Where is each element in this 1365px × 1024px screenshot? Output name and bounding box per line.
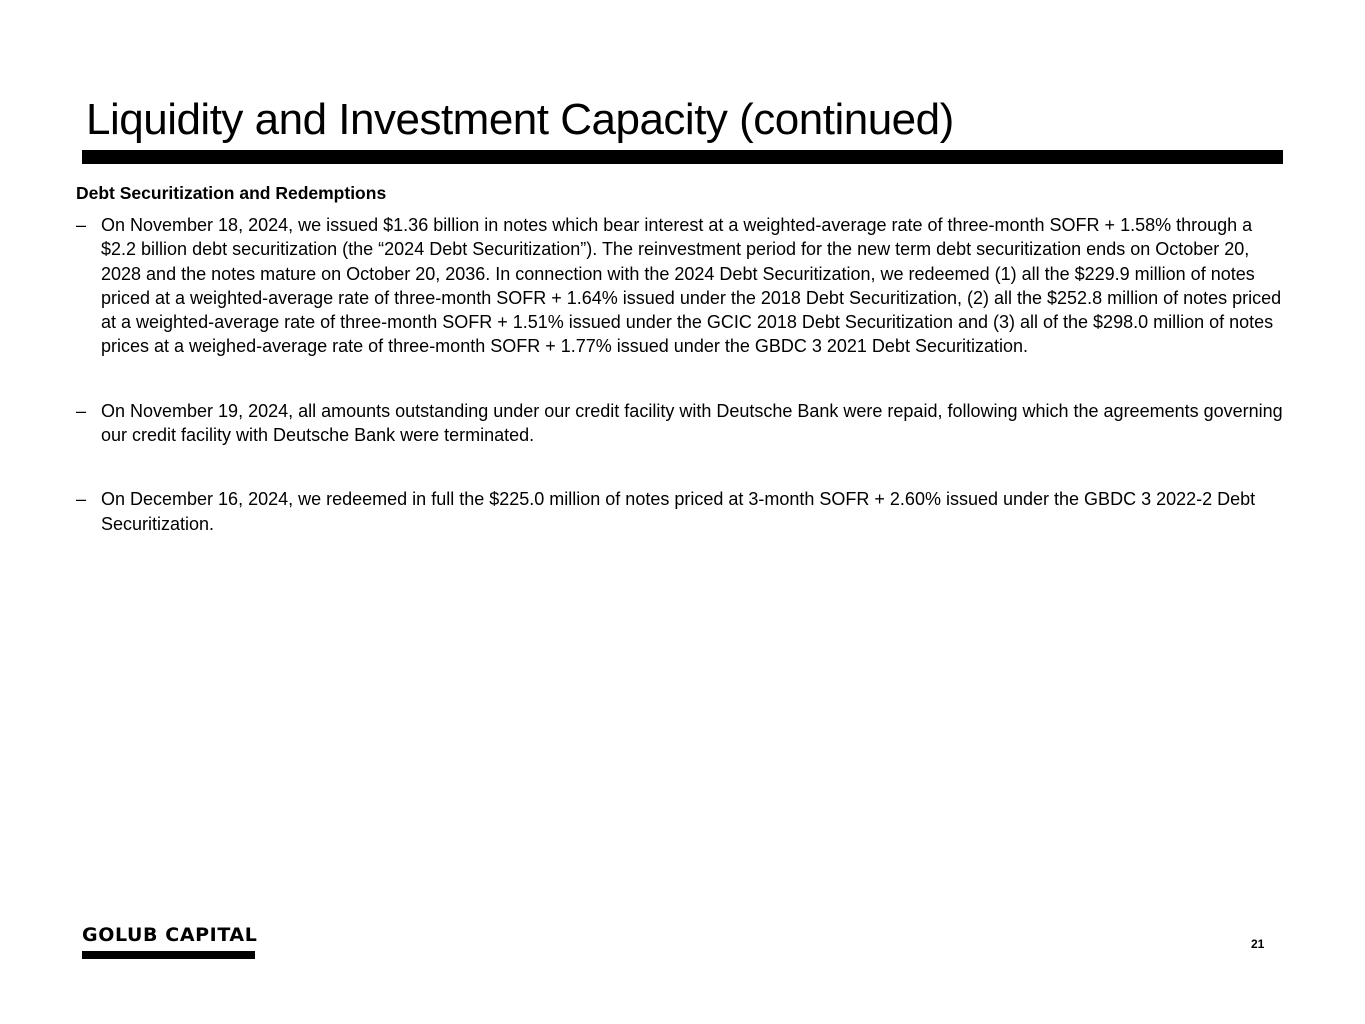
bullet-item	[76, 213, 1286, 359]
bullet-item	[76, 399, 1286, 448]
page-number: 21	[1251, 937, 1265, 951]
logo-underline-bar	[82, 951, 255, 959]
bullet-text: On November 19, 2024, all amounts outstanding under our credit facility with Deutsche Bank were repaid, following which the agreements governing our credit facility with Deutsche Bank were terminated.	[101, 400, 1283, 446]
bullet-text: On December 16, 2024, we redeemed in full the $225.0 million of notes priced at 3-month SOFR + 2.60% issued under the GBDC 3 2022-2 Debt Securitization.	[101, 489, 1256, 534]
bullet-item	[76, 487, 1286, 536]
bullet-dash-marker: –	[76, 215, 87, 235]
bullet-dash-marker: –	[76, 400, 87, 421]
bullet-list	[76, 213, 1286, 576]
bullet-dash-marker: –	[76, 489, 87, 510]
bullet-text: On November 18, 2024, we issued $1.36 billion in notes which bear interest at a weighted-average rate of three-month SOFR + 1.58% through a $2.2 billion debt securitization (the “2024 Debt Securitization”). The reinvestment period for the new term debt securitization ends on October 20, 2028 and the notes mature on October 20, 2036. In connection with the 2024 Debt Securitization, we redeemed (1) all the $229.9 million of notes priced at a weighted-average rate of three-month SOFR + 1.64% issued under the 2018 Debt Securitization, (2) all the $252.8 million of notes priced at a weighted-average rate of three-month SOFR + 1.51% issued under the GCIC 2018 Debt Securitization and (3) all of the $298.0 million of notes prices at a weighed-average rate of three-month SOFR + 1.77% issued under the GBDC 3 2021 Debt Securitization.	[101, 215, 1282, 357]
slide-title: Liquidity and Investment Capacity (continued)	[86, 95, 954, 144]
golub-capital-logo-text: GOLUB CAPITAL	[82, 924, 258, 946]
title-underline-rule	[82, 150, 1283, 164]
section-heading: Debt Securitization and Redemptions	[76, 183, 387, 203]
